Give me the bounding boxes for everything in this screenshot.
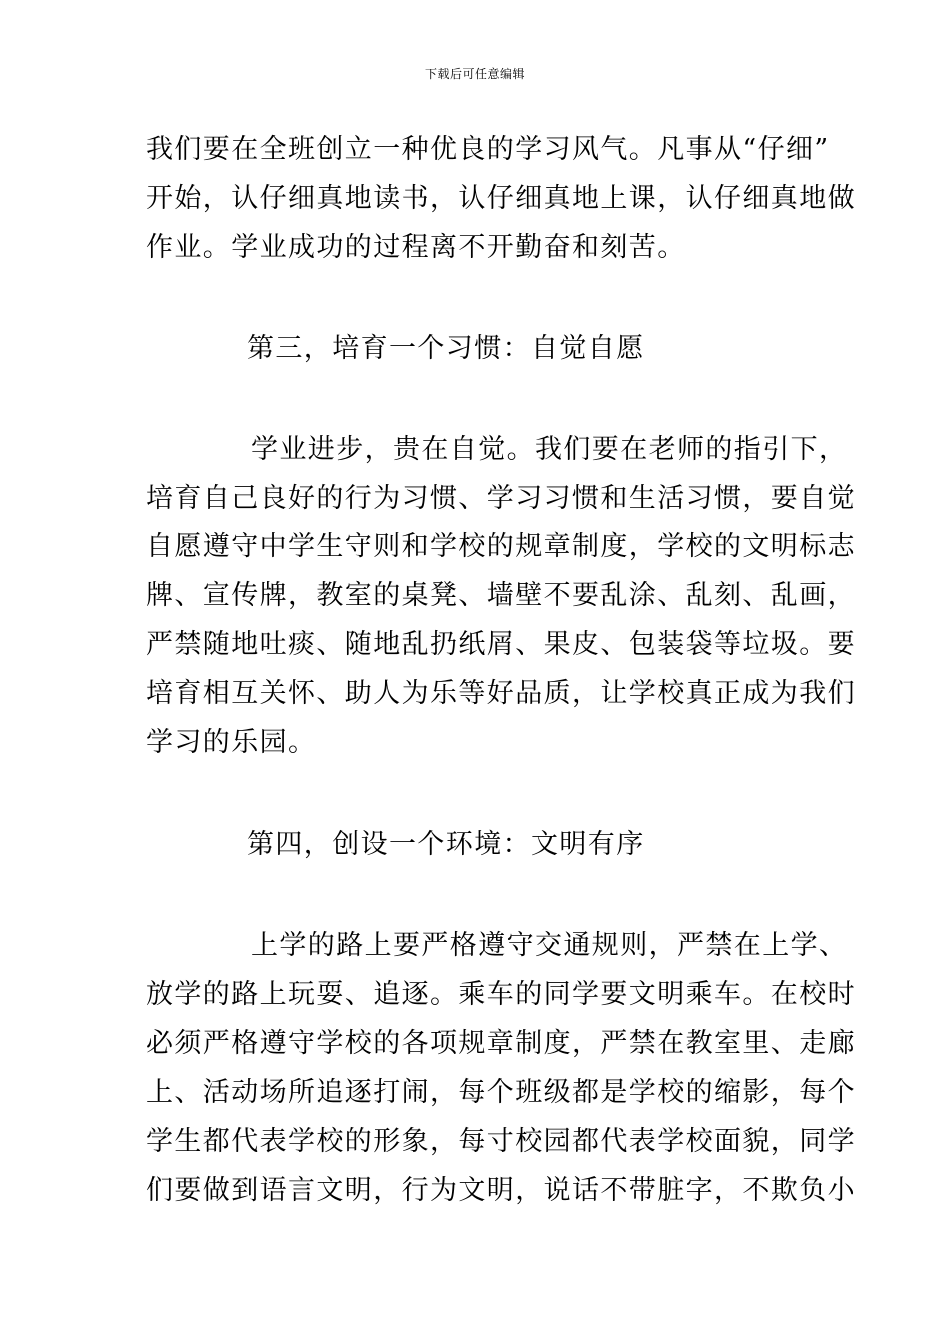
header-note: 下载后可任意编辑 bbox=[424, 67, 525, 81]
paragraph-line: 学生都代表学校的形象，每寸校园都代表学校面貌，同学 bbox=[146, 1126, 856, 1157]
paragraph-line: 学习的乐园。 bbox=[146, 727, 317, 758]
paragraph-line: 们要做到语言文明，行为文明，说话不带脏字，不欺负小 bbox=[146, 1175, 856, 1206]
paragraph-line: 自愿遵守中学生守则和学校的规章制度，学校的文明标志 bbox=[146, 531, 856, 562]
paragraph-line: 开始，认仔细真地读书，认仔细真地上课，认仔细真地做 bbox=[146, 183, 856, 214]
section-heading: 第四，创设一个环境：文明有序 bbox=[247, 829, 645, 860]
paragraph-line: 作业。学业成功的过程离不开勤奋和刻苦。 bbox=[146, 232, 686, 263]
paragraph-line: 培育自己良好的行为习惯、学习习惯和生活习惯，要自觉 bbox=[146, 483, 856, 514]
paragraph-line: 必须严格遵守学校的各项规章制度，严禁在教室里、走廊 bbox=[146, 1028, 856, 1059]
paragraph-line: 学业进步，贵在自觉。我们要在老师的指引下， bbox=[251, 434, 848, 465]
paragraph-line: 上、活动场所追逐打闹，每个班级都是学校的缩影，每个 bbox=[146, 1077, 856, 1108]
paragraph-line: 严禁随地吐痰、随地乱扔纸屑、果皮、包装袋等垃圾。要 bbox=[146, 629, 856, 660]
paragraph-line: 放学的路上玩耍、追逐。乘车的同学要文明乘车。在校时 bbox=[146, 979, 856, 1010]
paragraph-line: 培育相互关怀、助人为乐等好品质，让学校真正成为我们 bbox=[146, 678, 856, 709]
paragraph-line: 我们要在全班创立一种优良的学习风气。凡事从“仔细” bbox=[146, 134, 830, 165]
section-heading: 第三，培育一个习惯：自觉自愿 bbox=[247, 333, 645, 364]
paragraph-line: 上学的路上要严格遵守交通规则，严禁在上学、 bbox=[251, 930, 848, 961]
paragraph-line: 牌、宣传牌，教室的桌凳、墙壁不要乱涂、乱刻、乱画， bbox=[146, 580, 856, 611]
